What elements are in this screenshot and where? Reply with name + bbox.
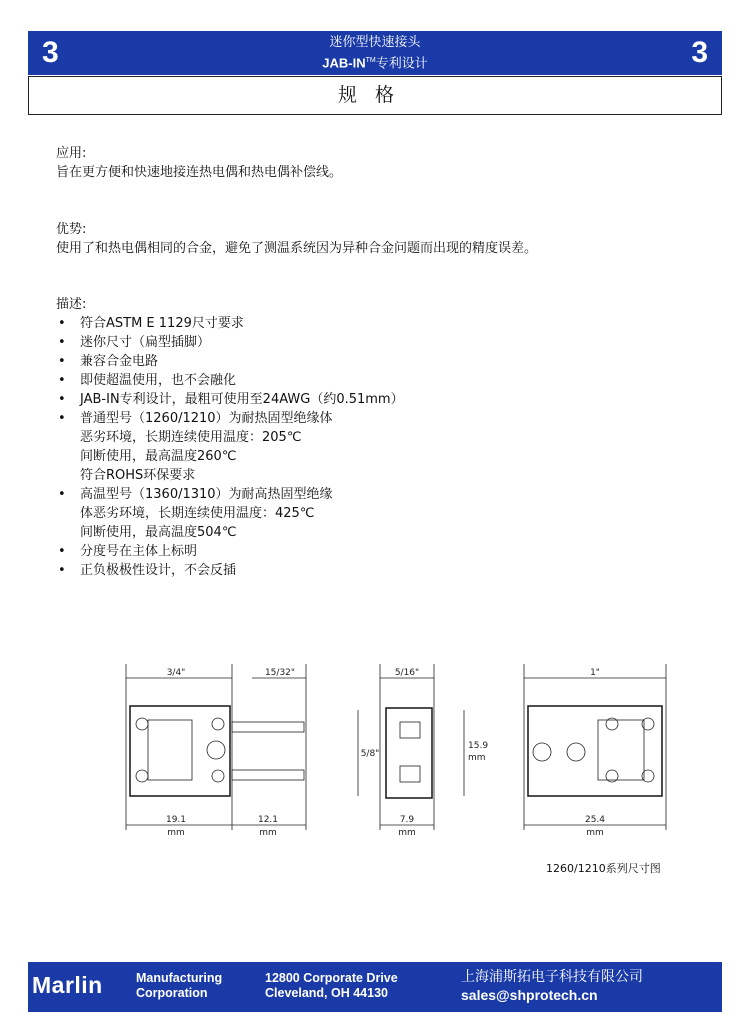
email-link[interactable]: sales@shprotech.cn: [461, 987, 598, 1003]
dim-label: 1": [590, 668, 600, 678]
list-item: • 迷你尺寸（扁型插脚）: [56, 333, 404, 352]
company-name: [136, 971, 222, 1001]
header-subtitle-text: 专利设计: [375, 55, 428, 71]
application-text: 旨在更方便和快速地接连热电偶和热电偶补偿线。: [56, 165, 343, 180]
dim-label: 15.9: [468, 741, 489, 751]
list-item-continuation: 符合ROHS环保要求: [80, 468, 196, 483]
dim-label: mm: [167, 828, 185, 838]
dim-label: 25.4: [584, 815, 606, 825]
footer-bar: [28, 962, 722, 1012]
list-item: • 即使超温使用，也不会融化: [56, 371, 404, 390]
advantage-label: 优势:: [56, 222, 87, 237]
company-line-1: Manufacturing: [136, 971, 223, 985]
distributor-name: 上海浦斯拓电子科技有限公司: [461, 969, 643, 985]
advantage-text: 使用了和热电偶相同的合金，避免了测温系统因为异种合金问题而出现的精度误差。: [56, 241, 538, 256]
brand-name: Marlin: [32, 972, 103, 998]
company-line-2: Corporation: [136, 986, 208, 1000]
list-item-continuation: 间断使用，最高温度504℃: [80, 525, 237, 540]
dim-label: 3/4": [166, 668, 186, 678]
description-section: [56, 295, 404, 580]
list-item: • JAB-IN专利设计，最粗可使用至24AWG（约0.51mm）: [56, 390, 404, 409]
list-item: • 符合ASTM E 1129尺寸要求: [56, 314, 404, 333]
advantage-section: [56, 220, 537, 258]
header-title: 迷你型快速接头: [329, 35, 421, 50]
dim-label: mm: [259, 828, 277, 838]
description-list-2: [56, 485, 404, 504]
header-subtitle: [28, 52, 722, 72]
dim-label: mm: [586, 828, 604, 838]
drawing-caption: 1260/1210系列尺寸图: [546, 862, 661, 875]
address-line-1: 12800 Corporate Drive: [265, 971, 398, 985]
description-label: 描述:: [56, 297, 87, 312]
address-line-2: Cleveland, OH 44130: [265, 986, 388, 1000]
chapter-number-left: 3: [42, 36, 59, 69]
dim-label: 12.1: [257, 815, 279, 825]
list-item-continuation: 间断使用，最高温度260℃: [80, 449, 237, 464]
dim-label: 15/32": [264, 668, 296, 678]
dim-label: mm: [398, 828, 416, 838]
list-item-continuation: 恶劣环境，长期连续使用温度：205℃: [80, 430, 302, 445]
list-item: • 兼容合金电路: [56, 352, 404, 371]
description-list-3: [56, 542, 404, 580]
dim-label: 19.1: [165, 815, 187, 825]
description-list: [56, 314, 404, 428]
list-item: • 普通型号（1260/1210）为耐热固型绝缘体: [56, 409, 404, 428]
application-section: [56, 144, 342, 182]
list-item: • 正负极极性设计，不会反插: [56, 561, 404, 580]
header-bar: [28, 31, 722, 75]
dim-label: mm: [468, 753, 486, 763]
company-address: [265, 971, 398, 1001]
list-item-continuation: 体恶劣环境，长期连续使用温度：425℃: [80, 506, 315, 521]
dimension-drawing: [118, 660, 678, 850]
header-title-block: [28, 34, 722, 72]
dim-label: 7.9: [399, 815, 415, 825]
application-label: 应用:: [56, 146, 87, 161]
list-item: • 分度号在主体上标明: [56, 542, 404, 561]
distributor-info: [461, 968, 643, 1004]
dim-label: 5/16": [394, 668, 420, 678]
dim-label: 5/8": [360, 749, 380, 759]
header-brand: JAB-IN: [322, 55, 366, 71]
trademark-mark: TM: [365, 57, 376, 64]
chapter-number-right: 3: [691, 36, 708, 69]
spec-title: 规格: [28, 76, 722, 115]
list-item: • 高温型号（1360/1310）为耐高热固型绝缘: [56, 485, 404, 504]
